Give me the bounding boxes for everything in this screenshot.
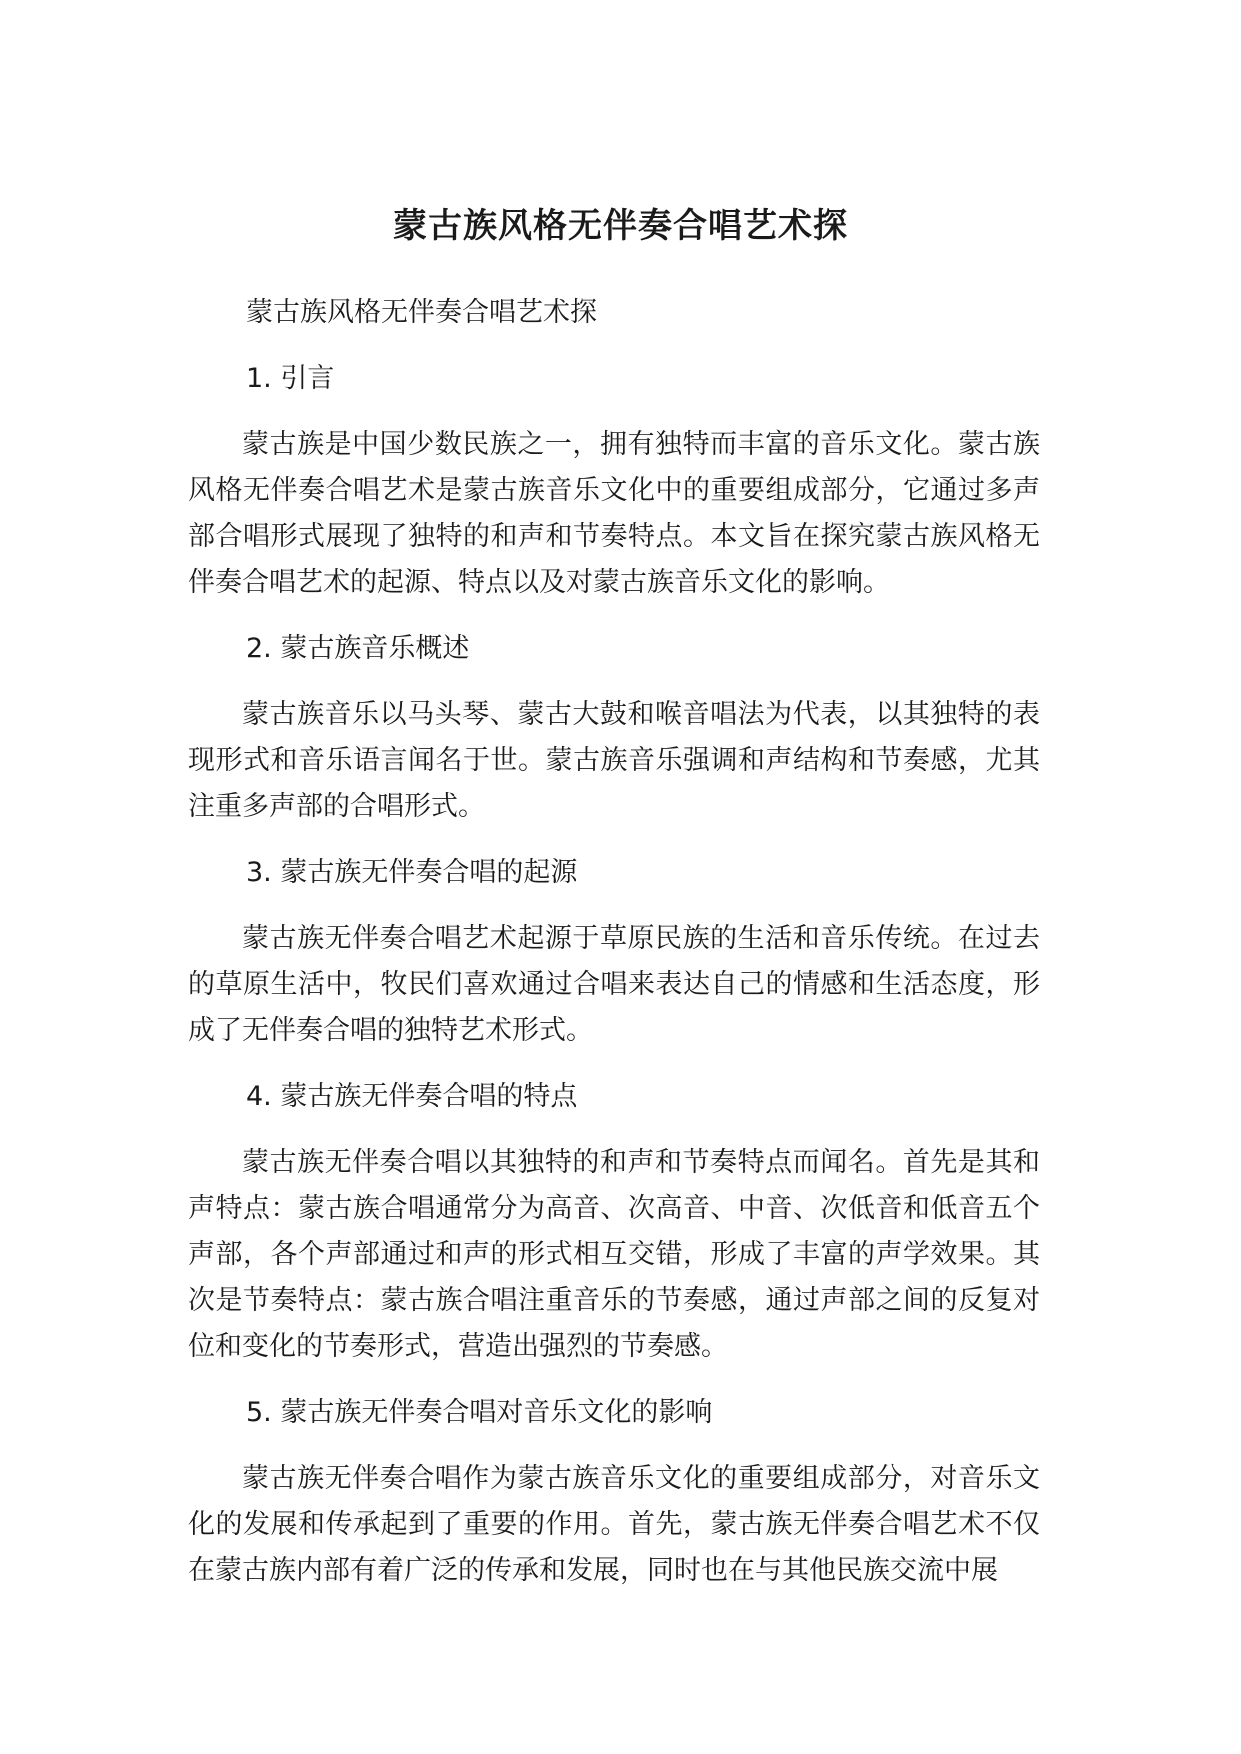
section-heading-5: 5. 蒙古族无伴奏合唱对音乐文化的影响 bbox=[246, 1397, 713, 1428]
section-paragraph-5: 蒙古族无伴奏合唱作为蒙古族音乐文化的重要组成部分，对音乐文化的发展和传承起到了重要的作用。首先，蒙古族无伴奏合唱艺术不仅在蒙古族内部有着广泛的传承和发展，同时也在与其他民族交流中展 bbox=[188, 1463, 1040, 1586]
section-paragraph-3: 蒙古族无伴奏合唱艺术起源于草原民族的生活和音乐传统。在过去的草原生活中，牧民们喜欢通过合唱来表达自己的情感和生活态度，形成了无伴奏合唱的独特艺术形式。 bbox=[188, 923, 1040, 1046]
section-heading-4: 4. 蒙古族无伴奏合唱的特点 bbox=[246, 1081, 578, 1112]
section-paragraph-2: 蒙古族音乐以马头琴、蒙古大鼓和喉音唱法为代表，以其独特的表现形式和音乐语言闻名于世。蒙古族音乐强调和声结构和节奏感，尤其注重多声部的合唱形式。 bbox=[188, 699, 1040, 822]
section-heading-3: 3. 蒙古族无伴奏合唱的起源 bbox=[246, 857, 578, 888]
document-body bbox=[188, 290, 1040, 1614]
section-heading-2: 2. 蒙古族音乐概述 bbox=[246, 633, 470, 664]
document-title: 蒙古族风格无伴奏合唱艺术探 bbox=[393, 205, 848, 246]
section-heading-1: 1. 引言 bbox=[246, 363, 335, 394]
section-paragraph-4: 蒙古族无伴奏合唱以其独特的和声和节奏特点而闻名。首先是其和声特点：蒙古族合唱通常分为高音、次高音、中音、次低音和低音五个声部，各个声部通过和声的形式相互交错，形成了丰富的声学效果。其次是节奏特点：蒙古族合唱注重音乐的节奏感，通过声部之间的反复对位和变化的节奏形式，营造出强烈的节奏感。 bbox=[188, 1147, 1040, 1362]
document-subtitle: 蒙古族风格无伴奏合唱艺术探 bbox=[246, 297, 597, 328]
section-paragraph-1: 蒙古族是中国少数民族之一，拥有独特而丰富的音乐文化。蒙古族风格无伴奏合唱艺术是蒙古族音乐文化中的重要组成部分，它通过多声部合唱形式展现了独特的和声和节奏特点。本文旨在探究蒙古族风格无伴奏合唱艺术的起源、特点以及对蒙古族音乐文化的影响。 bbox=[188, 429, 1040, 598]
